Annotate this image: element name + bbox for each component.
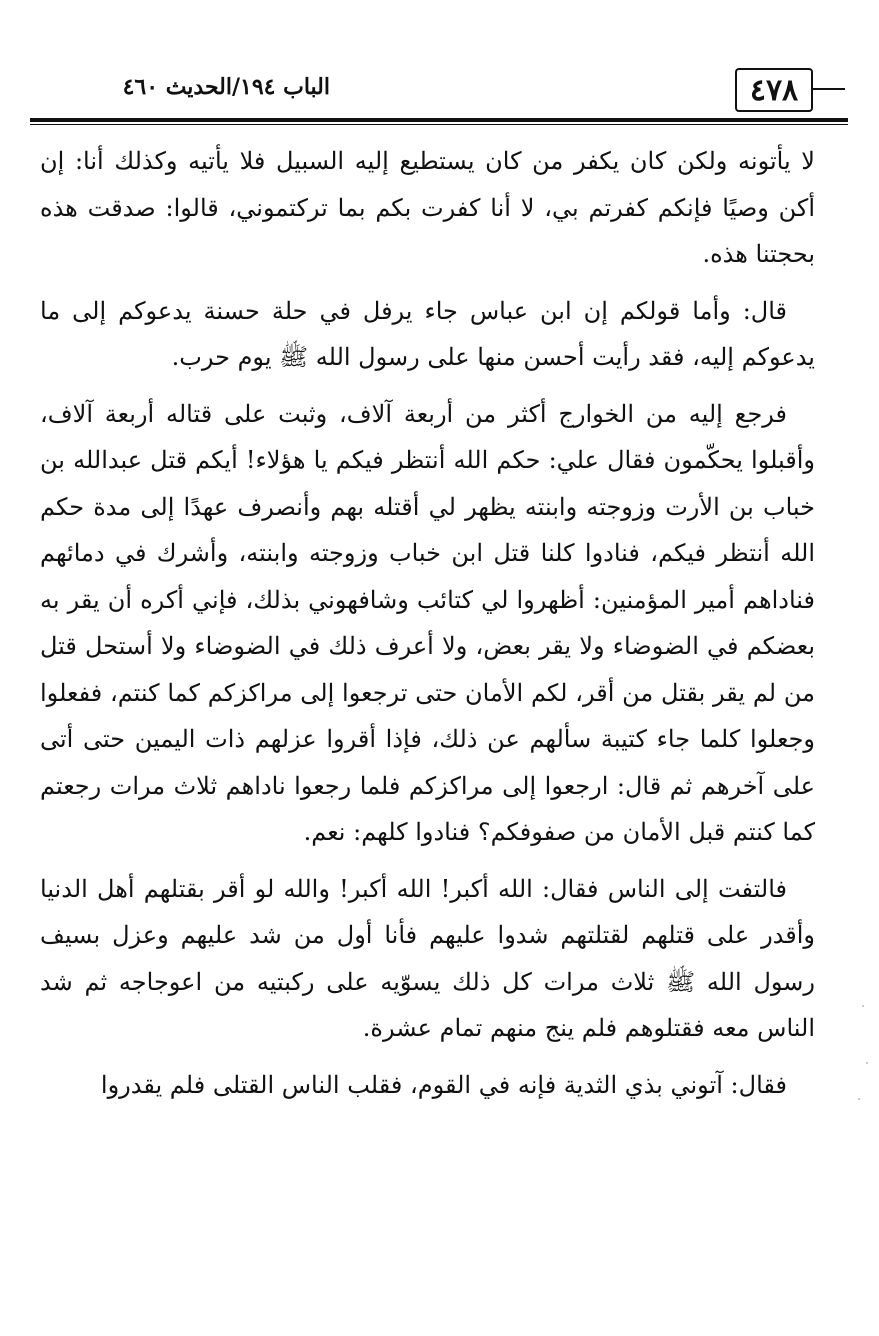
paragraph-1: لا يأتونه ولكن كان يكفر من كان يستطيع إليه السبيل فلا يأتيه وكذلك أنا: إن أكن وصيًا فإنكم كفرتم بي، لا أنا كفرت بكم بما تركتموني، قالوا: صدقت هذه بحجتنا هذه. [40, 147, 815, 268]
chapter-hadith-reference: الباب ١٩٤/الحديث ٤٦٠ [122, 74, 330, 100]
page-number-tick-decoration [813, 88, 845, 90]
scan-speckle [866, 1062, 868, 1064]
body-text [40, 138, 815, 1118]
header-rule-thin [30, 124, 848, 125]
header-rule-thick [30, 118, 848, 122]
paragraph-5: فقال: آتوني بذي الثدية فإنه في القوم، فقلب الناس القتلى فلم يقدروا [100, 1070, 787, 1099]
page-header [30, 62, 845, 122]
paragraph-4: فالتفت إلى الناس فقال: الله أكبر! الله أكبر! والله لو أقر بقتلهم أهل الدنيا وأقدر على قتلهم لقتلتهم شدوا عليهم فأنا أول من شد عليهم وعزل بسيف رسول الله ﷺ ثلاث مرات كل ذلك يسوّيه على ركبتيه من اعوجاجه ثم شد الناس معه فقتلوهم فلم ينج منهم تمام عشرة. [40, 874, 815, 1042]
scan-speckle [858, 1098, 860, 1100]
page-number: ٤٧٨ [735, 68, 813, 112]
paragraph-2: قال: وأما قولكم إن ابن عباس جاء يرفل في حلة حسنة يدعوكم إلى ما يدعوكم إليه، فقد رأيت أحسن منها على رسول الله ﷺ يوم حرب. [40, 296, 815, 371]
scan-speckle [862, 1005, 864, 1007]
paragraph-3: فرجع إليه من الخوارج أكثر من أربعة آلاف، وثبت على قتاله أربعة آلاف، وأقبلوا يحكّمون فقال علي: حكم الله أنتظر فيكم يا هؤلاء! أيكم قتل عبدالله بن خباب بن الأرت وزوجته وابنته يظهر لي أقتله بهم وأنصرف عهدًا إلى مدة حكم الله أنتظر فيكم، فنادوا كلنا قتل ابن خباب وزوجته وابنته، وأشرك في دمائهم فناداهم أمير المؤمنين: أظهروا لي كتائب وشافهوني بذلك، فإني أكره أن يقر به بعضكم في الضوضاء ولا يقر بعض، ولا أعرف ذلك في الضوضاء ولا أستحل قتل من لم يقر بقتل من أقر، لكم الأمان حتى ترجعوا إلى مراكزكم كما كنتم، ففعلوا وجعلوا كلما جاء كتيبة سألهم عن ذلك، فإذا أقروا عزلهم ذات اليمين حتى أتى على آخرهم ثم قال: ارجعوا إلى مراكزكم فلما رجعوا ناداهم ثلاث مرات رجعتم كما كنتم قبل الأمان من صفوفكم؟ فنادوا كلهم: نعم. [40, 399, 816, 846]
